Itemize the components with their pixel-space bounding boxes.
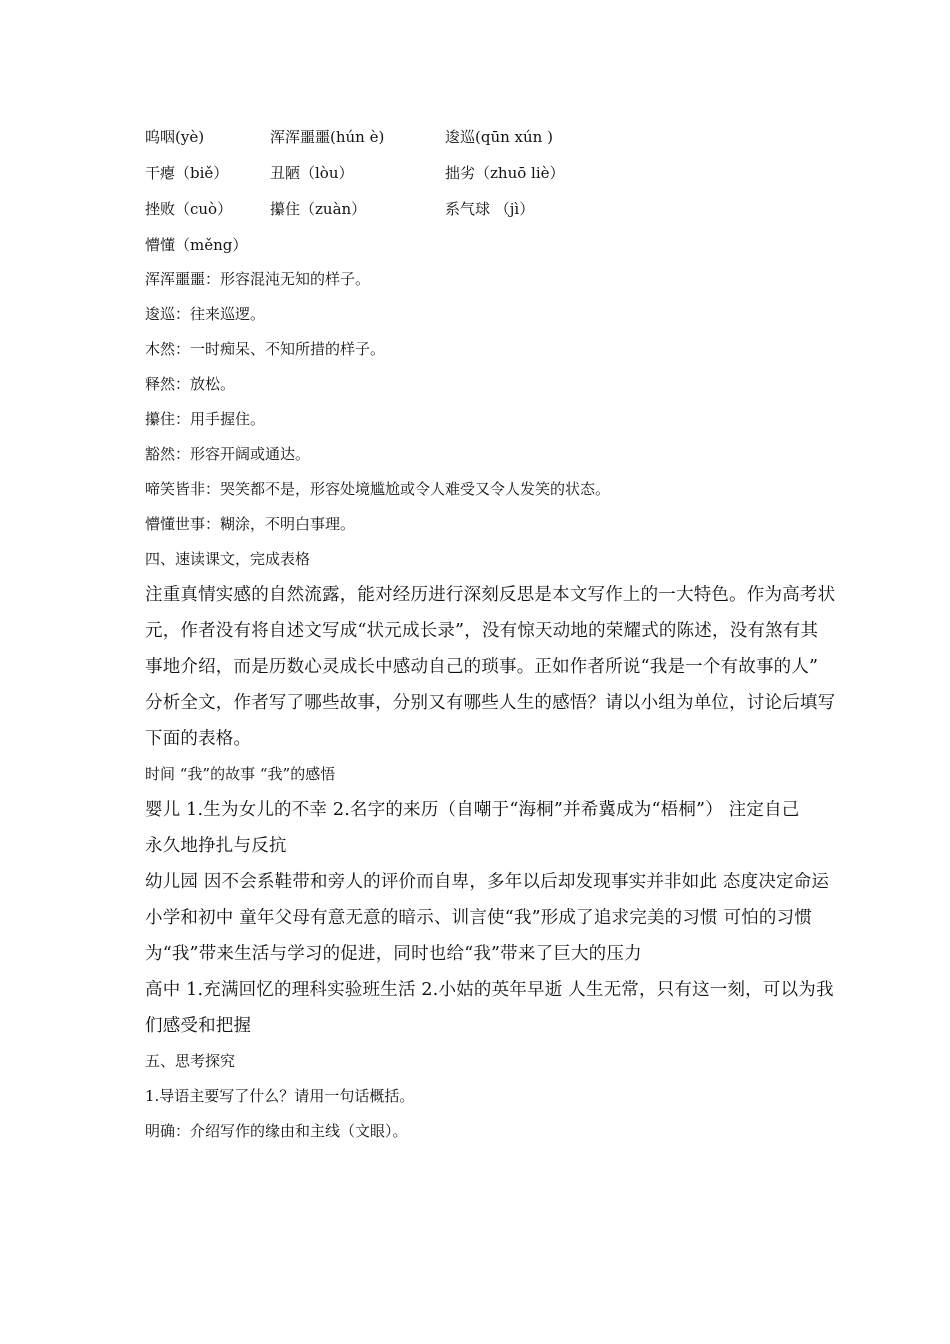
table-row-line: 小学和初中 童年父母有意无意的暗示、训言使“我”形成了追求完美的习惯 可怕的习惯	[145, 908, 813, 928]
vocab-item: 系气球 （jì）	[445, 199, 535, 218]
question-line: 1.导语主要写了什么？请用一句话概括。	[145, 1087, 415, 1105]
table-row-line: 幼儿园 因不会系鞋带和旁人的评价而自卑，多年以后却发现事实并非如此 态度决定命运	[145, 872, 830, 892]
vocab-item: 逡巡(qūn xún )	[445, 127, 553, 146]
section4-paragraph	[145, 577, 836, 757]
vocab-item: 懵懂（měng）	[145, 235, 248, 254]
definition-line: 木然：一时痴呆、不知所措的样子。	[145, 340, 386, 358]
section-heading: 四、速读课文，完成表格	[145, 550, 311, 568]
vocab-item: 呜咽(yè)	[145, 127, 205, 146]
paragraph-line: 注重真情实感的自然流露，能对经历进行深刻反思是本文写作上的一大特色。作为高考状	[145, 585, 836, 605]
paragraph-line: 元，作者没有将自述文写成“状元成长录”，没有惊天动地的荣耀式的陈述，没有煞有其	[145, 621, 819, 641]
vocab-row	[145, 190, 815, 226]
paragraph-line: 分析全文，作者写了哪些故事，分别又有哪些人生的感悟？请以小组为单位，讨论后填写	[145, 693, 836, 713]
vocab-row	[145, 154, 815, 190]
vocab-row	[145, 118, 815, 154]
paragraph-line: 下面的表格。	[145, 729, 252, 749]
section-heading: 五、思考探究	[145, 1052, 236, 1070]
table-row-line: 高中 1.充满回忆的理科实验班生活 2.小姑的英年早逝 人生无常，只有这一刻，可以为我	[145, 980, 834, 1000]
vocab-item: 拙劣（zhuō liè）	[445, 163, 565, 182]
page-content	[145, 118, 836, 1149]
table-body	[145, 792, 834, 1044]
answer-line: 明确：介绍写作的缘由和主线（文眼）。	[145, 1122, 408, 1140]
table-row-line: 为“我”带来生活与学习的促进，同时也给“我”带来了巨大的压力	[145, 944, 642, 964]
table-row-line: 永久地挣扎与反抗	[145, 836, 287, 856]
vocab-item: 丑陋（lòu）	[270, 163, 354, 182]
table-header: 时间 “我”的故事 “我”的感悟	[145, 765, 336, 783]
vocab-item: 挫败（cuò）	[145, 199, 233, 218]
definition-line: 啼笑皆非：哭笑都不是，形容处境尴尬或令人难受又令人发笑的状态。	[145, 480, 611, 498]
definition-line: 释然：放松。	[145, 375, 236, 393]
paragraph-line: 事地介绍，而是历数心灵成长中感动自己的琐事。正如作者所说“我是一个有故事的人”	[145, 657, 819, 677]
table-row-line: 婴儿 1.生为女儿的不幸 2.名字的来历（自嘲于“海桐”并希冀成为“梧桐”） 注定自己	[145, 800, 800, 820]
definition-line: 逡巡：往来巡逻。	[145, 305, 266, 323]
vocab-item: 攥住（zuàn）	[270, 199, 367, 218]
vocab-item: 浑浑噩噩(hún è)	[270, 127, 385, 146]
table-row-line: 们感受和把握	[145, 1016, 252, 1036]
vocab-item: 干瘪（biě）	[145, 163, 229, 182]
definition-line: 豁然：形容开阔或通达。	[145, 445, 311, 463]
definition-line: 懵懂世事：糊涂，不明白事理。	[145, 515, 356, 533]
definition-line: 浑浑噩噩：形容混沌无知的样子。	[145, 270, 371, 288]
definition-line: 攥住：用手握住。	[145, 410, 266, 428]
vocab-row	[145, 226, 815, 262]
